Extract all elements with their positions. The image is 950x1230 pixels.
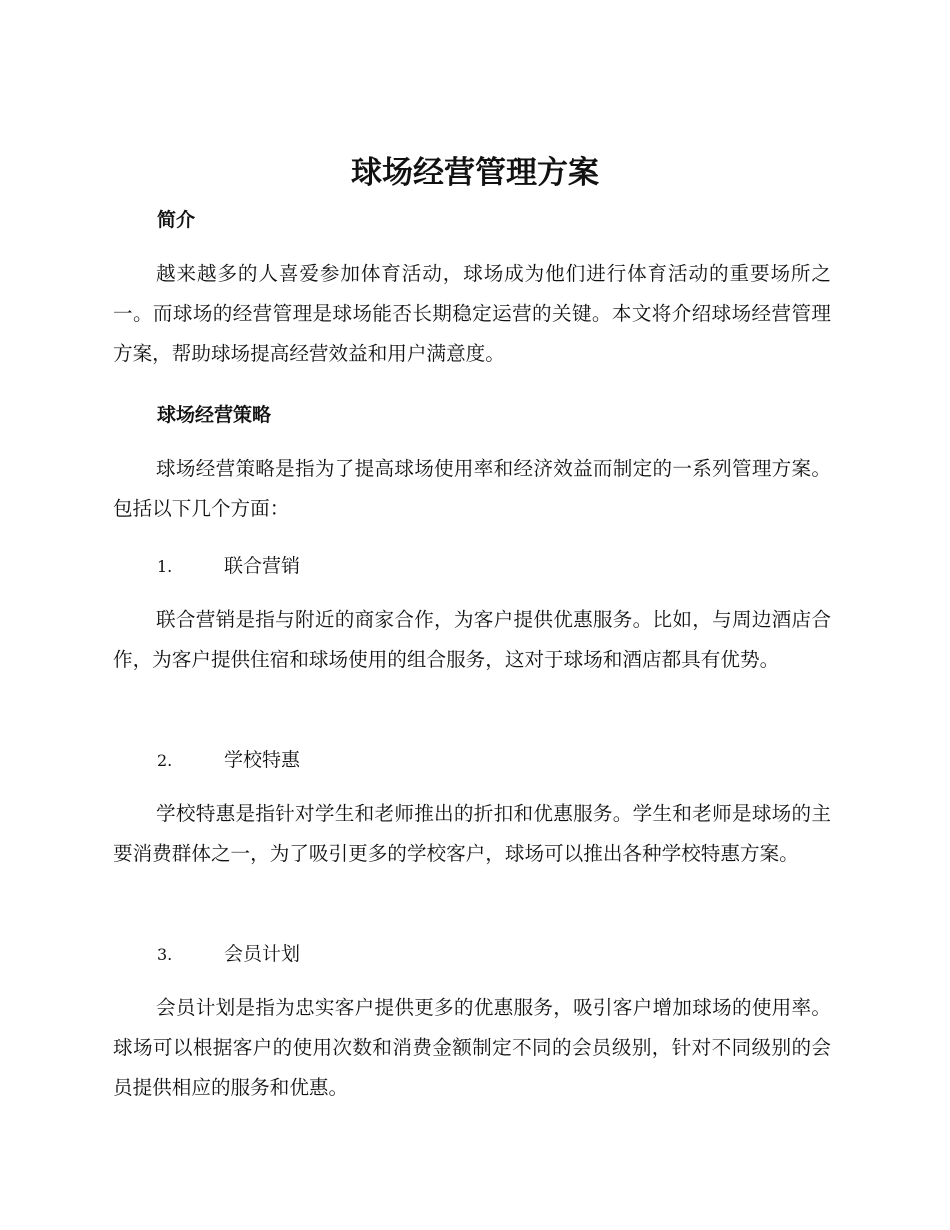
section-heading-intro: 简介	[157, 209, 196, 231]
section-paragraph-intro: 越来越多的人喜爱参加体育活动，球场成为他们进行体育活动的重要场所之一。而球场的经营管理是球场能否长期稳定运营的关键。本文将介绍球场经营管理方案，帮助球场提高经营效益和用户满意度。	[113, 262, 831, 365]
list-item-1	[157, 552, 300, 581]
list-item-number: 3.	[157, 945, 173, 964]
list-item-label: 学校特惠	[224, 749, 301, 771]
section-paragraph-strategy: 球场经营策略是指为了提高球场使用率和经济效益而制定的一系列管理方案。包括以下几个方面：	[113, 457, 831, 520]
list-item-number: 2.	[157, 751, 173, 770]
list-item-number: 1.	[157, 557, 173, 576]
list-item-2	[157, 746, 300, 775]
list-item-3	[157, 940, 300, 969]
list-item-paragraph-3: 会员计划是指为忠实客户提供更多的优惠服务，吸引客户增加球场的使用率。球场可以根据客户的使用次数和消费金额制定不同的会员级别，针对不同级别的会员提供相应的服务和优惠。	[113, 996, 831, 1099]
list-item-paragraph-2: 学校特惠是指针对学生和老师推出的折扣和优惠服务。学生和老师是球场的主要消费群体之一，为了吸引更多的学校客户，球场可以推出各种学校特惠方案。	[113, 802, 831, 865]
list-item-paragraph-1: 联合营销是指与附近的商家合作，为客户提供优惠服务。比如，与周边酒店合作，为客户提供住宿和球场使用的组合服务，这对于球场和酒店都具有优势。	[113, 608, 831, 671]
list-item-label: 会员计划	[224, 943, 301, 965]
list-item-label: 联合营销	[224, 555, 301, 577]
document-title: 球场经营管理方案	[351, 155, 599, 191]
section-heading-strategy: 球场经营策略	[157, 404, 272, 426]
